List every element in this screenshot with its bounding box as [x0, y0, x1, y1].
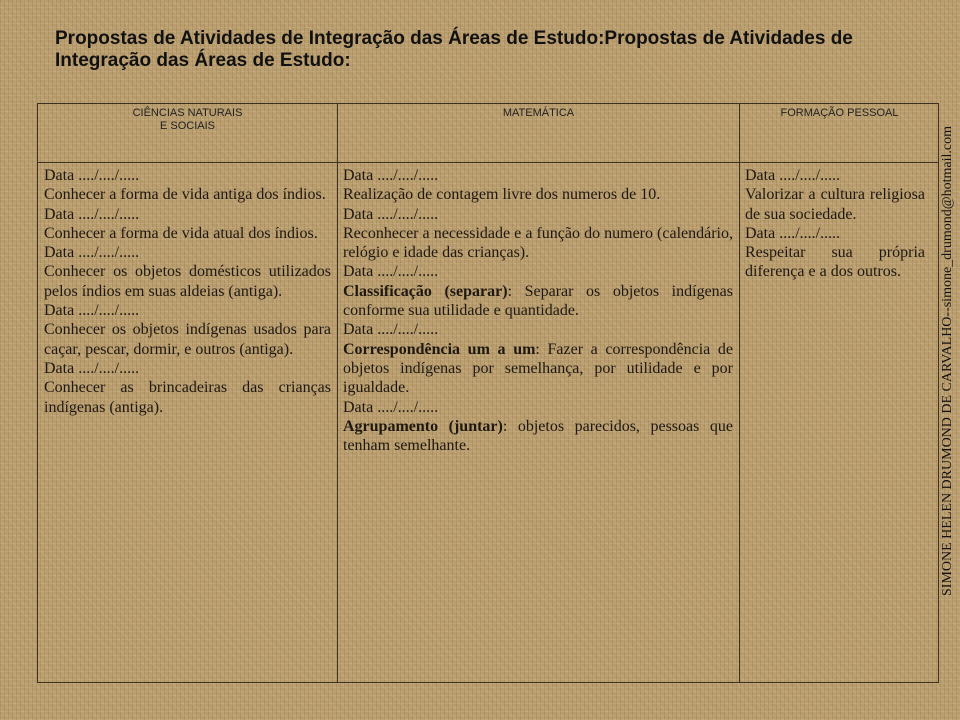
- column-formacao: [745, 166, 925, 282]
- column-matematica: [343, 166, 733, 455]
- entry-text: [343, 417, 733, 456]
- entry-date: Data ..../..../.....: [343, 167, 439, 184]
- entry-date: Data ..../..../.....: [745, 224, 841, 242]
- entry-text: [343, 340, 733, 398]
- entry-date: Data ..../..../.....: [343, 205, 439, 223]
- credit-text: SIMONE HELEN DRUMOND DE CARVALHO--simone_drumond@hotmail.com: [940, 126, 955, 596]
- column-header-line: MATEMÁTICA: [502, 107, 575, 119]
- entry-keyword: Agrupamento (juntar): [343, 417, 503, 435]
- entry-text: Conhecer os objetos domésticos utilizados pelos índios em suas aldeias (antiga).: [44, 263, 331, 300]
- column-header-line: E SOCIAIS: [159, 120, 216, 132]
- entry-text: Conhecer os objetos indígenas usados para caçar, pescar, dormir, e outros (antiga).: [44, 321, 331, 358]
- entry-text: Reconhecer a necessidade e a função do numero (calendário, relógio e idade das crianças).: [343, 224, 733, 262]
- entry-keyword: Classificação (separar): [343, 282, 508, 300]
- column-divider: [337, 104, 338, 682]
- column-divider: [739, 104, 740, 682]
- entry-date: Data ..../..../.....: [44, 167, 140, 184]
- entry-text: Conhecer as brincadeiras das crianças indígenas (antiga).: [44, 379, 331, 416]
- entry-date: Data ..../..../.....: [343, 398, 439, 416]
- column-header-line: CIÊNCIAS NATURAIS: [132, 107, 243, 119]
- column-header-formacao: [740, 107, 939, 120]
- entry-date: Data ..../..../.....: [44, 302, 140, 320]
- entry-text: Realização de contagem livre dos numeros de 10.: [343, 186, 661, 204]
- sidebar-credit: [938, 36, 958, 686]
- activities-table: [37, 103, 939, 683]
- entry-keyword: Correspondência um a um: [343, 340, 536, 358]
- entry-text: Conhecer a forma de vida atual dos índios.: [44, 224, 318, 242]
- entry-description: : objetos parecidos, pessoas que tenham semelhante.: [343, 417, 734, 455]
- entry-text: Valorizar a cultura religiosa de sua sociedade.: [745, 186, 925, 223]
- entry-date: Data ..../..../.....: [44, 205, 140, 223]
- entry-text: Conhecer a forma de vida antiga dos índios.: [44, 186, 326, 204]
- column-header-line: FORMAÇÃO PESSOAL: [780, 107, 899, 119]
- entry-description: : Fazer a correspondência de objetos indígenas por semelhança, por utilidade e por igualdade.: [343, 340, 733, 397]
- header-divider: [38, 162, 938, 163]
- entry-description: : Separar os objetos indígenas conforme sua utilidade e quantidade.: [343, 282, 733, 320]
- entry-text: Respeitar sua própria diferença e a dos outros.: [745, 244, 925, 281]
- entry-date: Data ..../..../.....: [343, 321, 439, 339]
- column-header-ciencias: [38, 107, 337, 133]
- entry-date: Data ..../..../.....: [343, 263, 439, 281]
- column-header-matematica: [338, 107, 739, 120]
- entry-date: Data ..../..../.....: [44, 244, 140, 262]
- column-ciencias: [44, 166, 331, 417]
- entry-date: Data ..../..../.....: [44, 359, 140, 377]
- entry-text: [343, 282, 733, 321]
- entry-date: Data ..../..../.....: [745, 167, 841, 184]
- page-title: Propostas de Atividades de Integração das Áreas de Estudo:Propostas de Atividades de Integração das Áreas de Estudo:: [55, 28, 853, 71]
